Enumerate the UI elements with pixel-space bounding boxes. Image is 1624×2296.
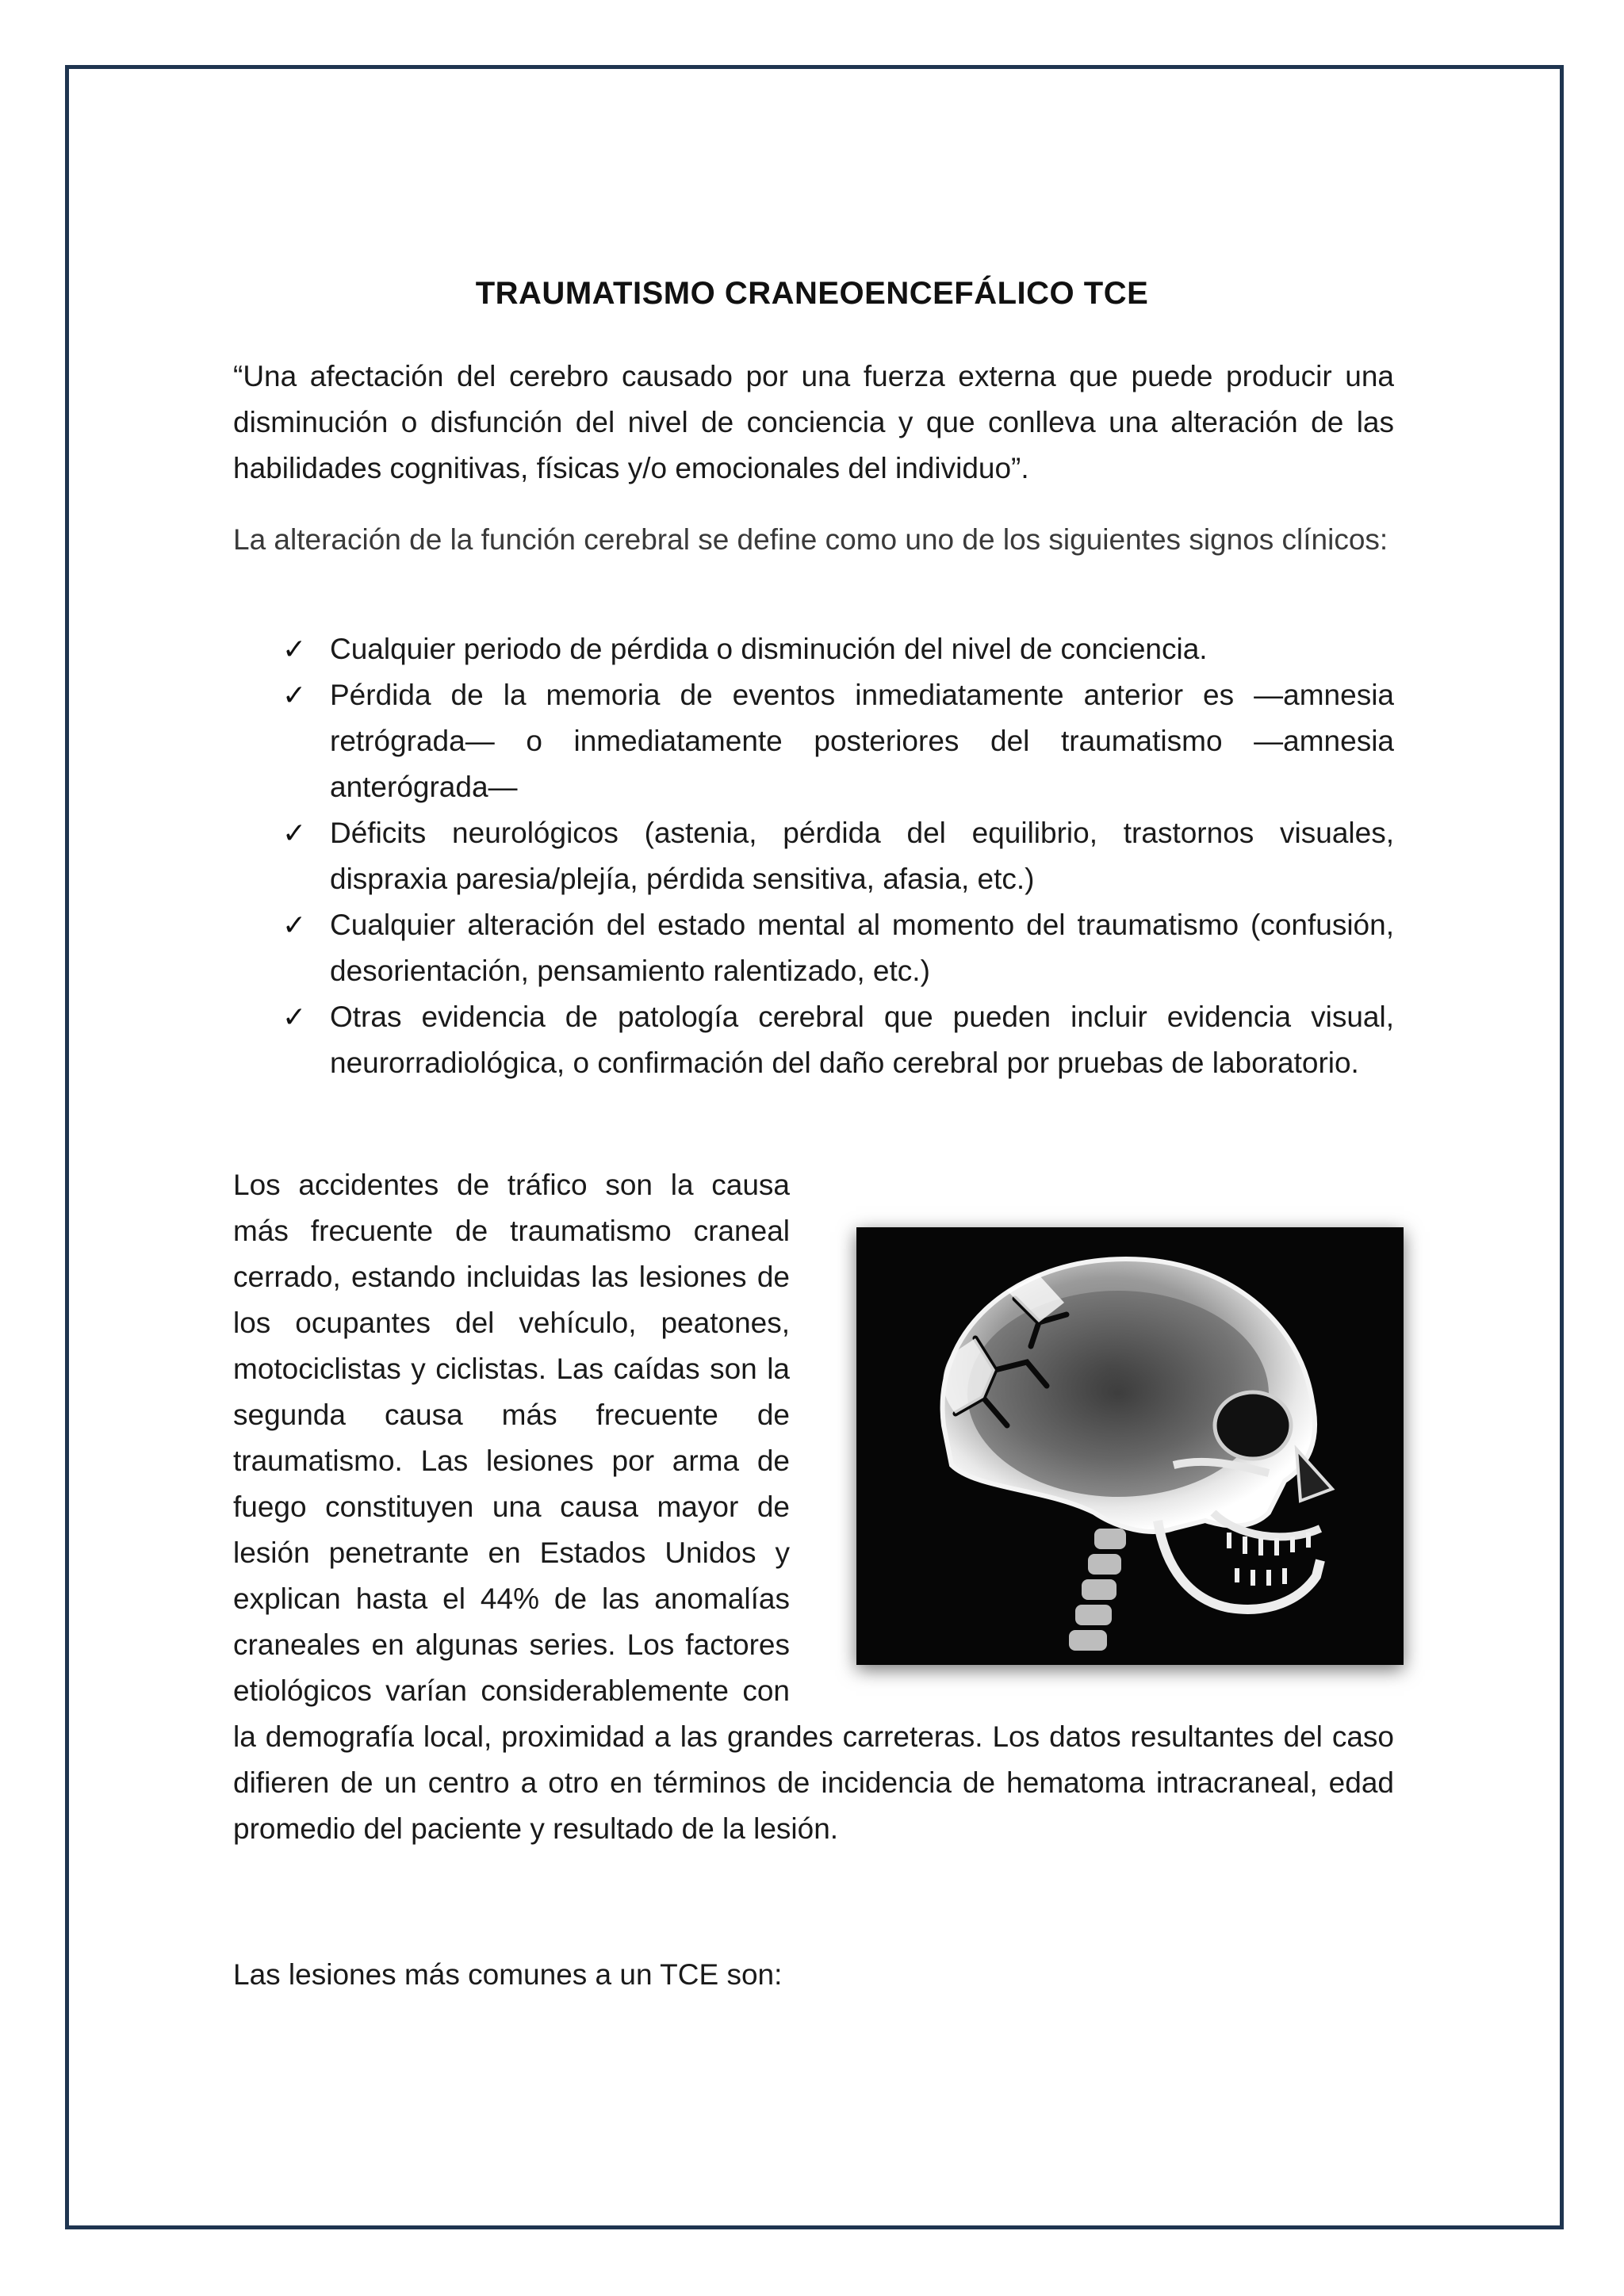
list-item-text: Pérdida de la memoria de eventos inmediatamente anterior es —amnesia retrógrada— o inmediatamente posteriores del traumatismo —amnesia anterógrada—: [330, 679, 1394, 803]
list-item: [282, 994, 1394, 1086]
clinical-signs-list: [282, 626, 1394, 1086]
checkmark-icon: ✓: [282, 817, 307, 849]
list-item: [282, 672, 1394, 810]
causes-paragraph: Los accidentes de tráfico son la causa más frecuente de traumatismo craneal cerrado, estando incluidas las lesiones de los ocupantes del vehículo, peatones, motociclistas y ciclistas. Las caídas son la segunda causa más frecuente de traumatismo. Las lesiones por arma de fuego constituyen una causa mayor de lesión penetrante en Estados Unidos y explican hasta el 44% de las anomalías craneales en algunas series. Los factores etiológicos varían considerablemente con: [233, 1169, 790, 1707]
causes-paragraph-continued: la demografía local, proximidad a las grandes carreteras. Los datos resultantes del caso difieren de un centro a otro en términos de incidencia de hematoma intracraneal, edad promedio del paciente y resultado de la lesión.: [233, 1720, 1394, 1845]
list-item-text: Otras evidencia de patología cerebral que pueden incluir evidencia visual, neurorradiológica, o confirmación del daño cerebral por pruebas de laboratorio.: [330, 1001, 1394, 1079]
closing-paragraph: Las lesiones más comunes a un TCE son:: [233, 1958, 783, 1991]
definition-paragraph: La alteración de la función cerebral se define como uno de los siguientes signos clínicos:: [233, 523, 1388, 556]
checkmark-icon: ✓: [282, 633, 307, 665]
skull-xray-image: [856, 1227, 1404, 1665]
checkmark-icon: ✓: [282, 909, 307, 941]
intro-quote: “Una afectación del cerebro causado por una fuerza externa que puede producir una disminución o disfunción del nivel de conciencia y que conlleva una alteración de las habilidades cognitivas, físicas y/o emocionales del individuo”.: [233, 360, 1394, 484]
list-item: [282, 902, 1394, 994]
list-item: [282, 626, 1394, 672]
list-item-text: Déficits neurológicos (astenia, pérdida del equilibrio, trastornos visuales, dispraxia paresia/plejía, pérdida sensitiva, afasia, etc.): [330, 817, 1394, 895]
checkmark-icon: ✓: [282, 1001, 307, 1033]
list-item-text: Cualquier alteración del estado mental al momento del traumatismo (confusión, desorientación, pensamiento ralentizado, etc.): [330, 909, 1394, 987]
checkmark-icon: ✓: [282, 679, 307, 711]
list-item-text: Cualquier periodo de pérdida o disminución del nivel de conciencia.: [330, 633, 1208, 665]
page-title: TRAUMATISMO CRANEOENCEFÁLICO TCE: [475, 276, 1149, 311]
list-item: [282, 810, 1394, 902]
